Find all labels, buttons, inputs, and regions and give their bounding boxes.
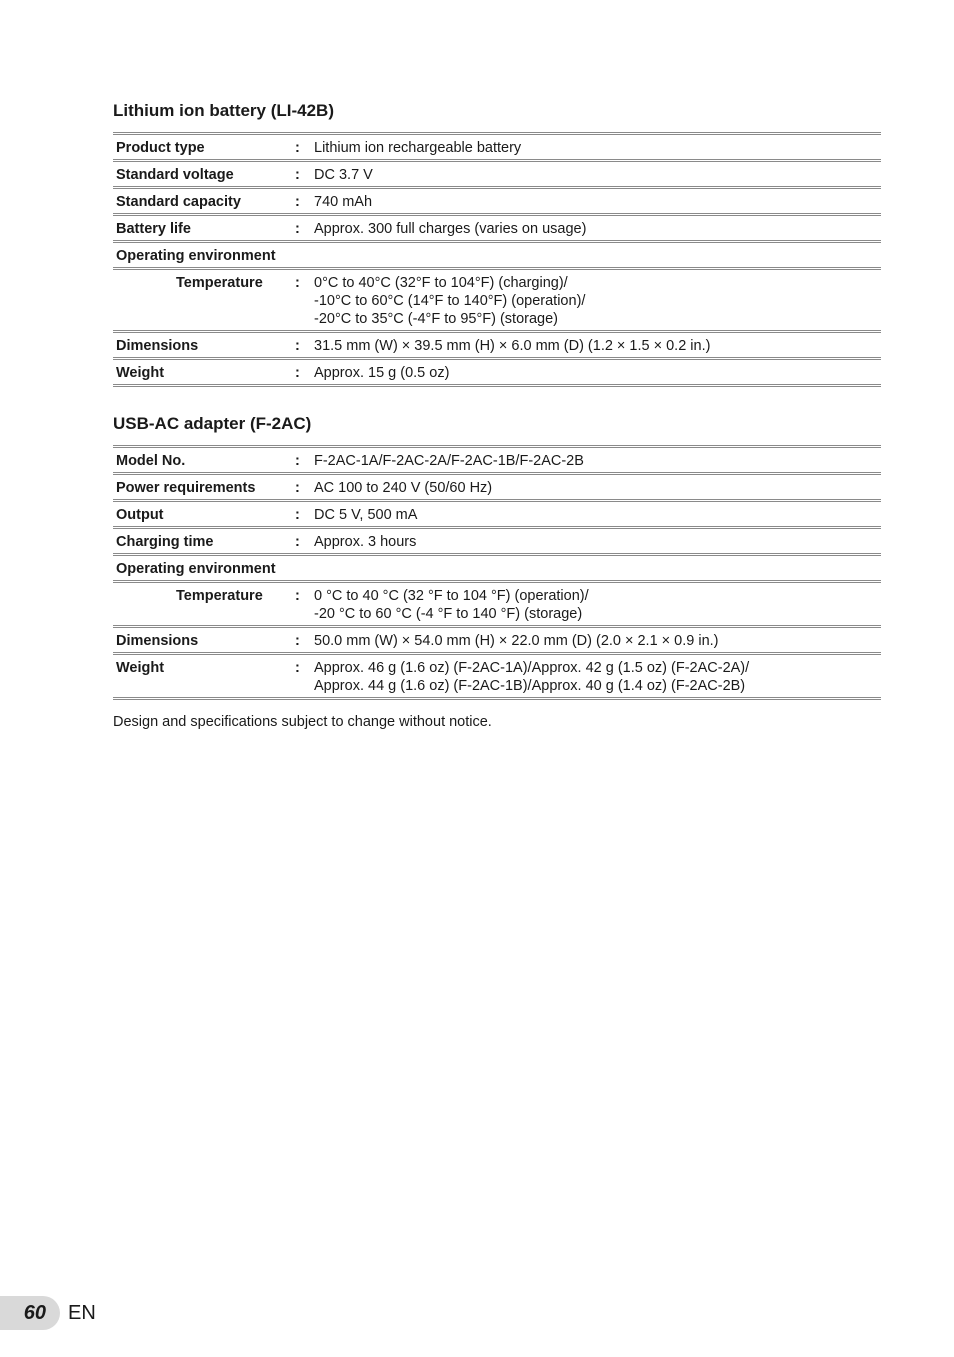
table-row-operating-environment [113,240,881,267]
row-colon: : [295,365,300,381]
table-row [113,499,881,526]
table-row [113,472,881,499]
page-number: 60 [0,1296,60,1330]
table-row [113,652,881,697]
row-label: Operating environment [116,248,276,264]
disclaimer-note: Design and specifications subject to change without notice. [113,714,492,730]
row-colon: : [295,660,300,676]
row-label: Dimensions [116,338,199,354]
row-label: Battery life [116,221,191,237]
value-line: 0°C to 40°C (32°F to 104°F) (charging)/ [314,275,568,291]
row-label: Standard capacity [116,194,241,210]
row-colon: : [295,507,300,523]
row-colon: : [295,275,300,291]
row-colon: : [295,534,300,550]
table-row [113,186,881,213]
row-value [314,659,881,695]
row-colon: : [295,453,300,469]
spec-page [113,98,881,730]
row-label: Standard voltage [116,167,234,183]
row-label: Charging time [116,534,214,550]
row-value: 50.0 mm (W) × 54.0 mm (H) × 22.0 mm (D) (2.0 × 2.1 × 0.9 in.) [314,633,719,649]
row-label: Dimensions [116,633,199,649]
row-colon: : [295,221,300,237]
section-gap [113,387,881,411]
row-value: Approx. 3 hours [314,534,417,550]
row-label: Operating environment [116,561,276,577]
table-row [113,213,881,240]
row-value: Lithium ion rechargeable battery [314,140,522,156]
language-code: EN [68,1301,96,1324]
row-colon: : [295,140,300,156]
row-label: Weight [116,365,165,381]
page-footer [0,1296,96,1330]
row-label: Temperature [176,588,263,604]
table-row-operating-environment [113,553,881,580]
row-value: 31.5 mm (W) × 39.5 mm (H) × 6.0 mm (D) (1.2 × 1.5 × 0.2 in.) [314,338,711,354]
row-label: Product type [116,140,205,156]
row-label: Weight [116,660,165,676]
battery-spec-table [113,132,881,387]
row-colon: : [295,194,300,210]
adapter-section-title: USB-AC adapter (F-2AC) [113,414,312,433]
row-value: AC 100 to 240 V (50/60 Hz) [314,480,493,496]
value-line: Approx. 44 g (1.6 oz) (F-2AC-1B)/Approx. 40 g (1.4 oz) (F-2AC-2B) [314,678,746,694]
row-colon: : [295,633,300,649]
value-line: 0 °C to 40 °C (32 °F to 104 °F) (operation)/ [314,588,589,604]
row-value: Approx. 15 g (0.5 oz) [314,365,450,381]
value-line: Approx. 46 g (1.6 oz) (F-2AC-1A)/Approx. 42 g (1.5 oz) (F-2AC-2A)/ [314,660,750,676]
table-row [113,357,881,384]
row-value [314,274,881,328]
row-colon: : [295,480,300,496]
row-colon: : [295,588,300,604]
table-row [113,448,881,472]
table-row [113,625,881,652]
row-label: Temperature [176,275,263,291]
table-row [113,526,881,553]
row-value: DC 3.7 V [314,167,373,183]
value-line: -10°C to 60°C (14°F to 140°F) (operation)/ [314,293,586,309]
row-colon: : [295,338,300,354]
table-row [113,159,881,186]
table-row-temperature [113,580,881,625]
battery-section-title: Lithium ion battery (LI-42B) [113,101,334,120]
table-row [113,135,881,159]
table-row-temperature [113,267,881,330]
row-label: Output [116,507,164,523]
row-value: 740 mAh [314,194,373,210]
row-colon: : [295,167,300,183]
table-row [113,330,881,357]
row-label: Power requirements [116,480,256,496]
row-value: Approx. 300 full charges (varies on usage) [314,221,587,237]
value-line: -20°C to 35°C (-4°F to 95°F) (storage) [314,311,558,327]
row-value [314,587,881,623]
value-line: -20 °C to 60 °C (-4 °F to 140 °F) (storage) [314,606,583,622]
row-value: F-2AC-1A/F-2AC-2A/F-2AC-1B/F-2AC-2B [314,453,584,469]
adapter-spec-table [113,445,881,700]
row-value: DC 5 V, 500 mA [314,507,418,523]
row-label: Model No. [116,453,186,469]
